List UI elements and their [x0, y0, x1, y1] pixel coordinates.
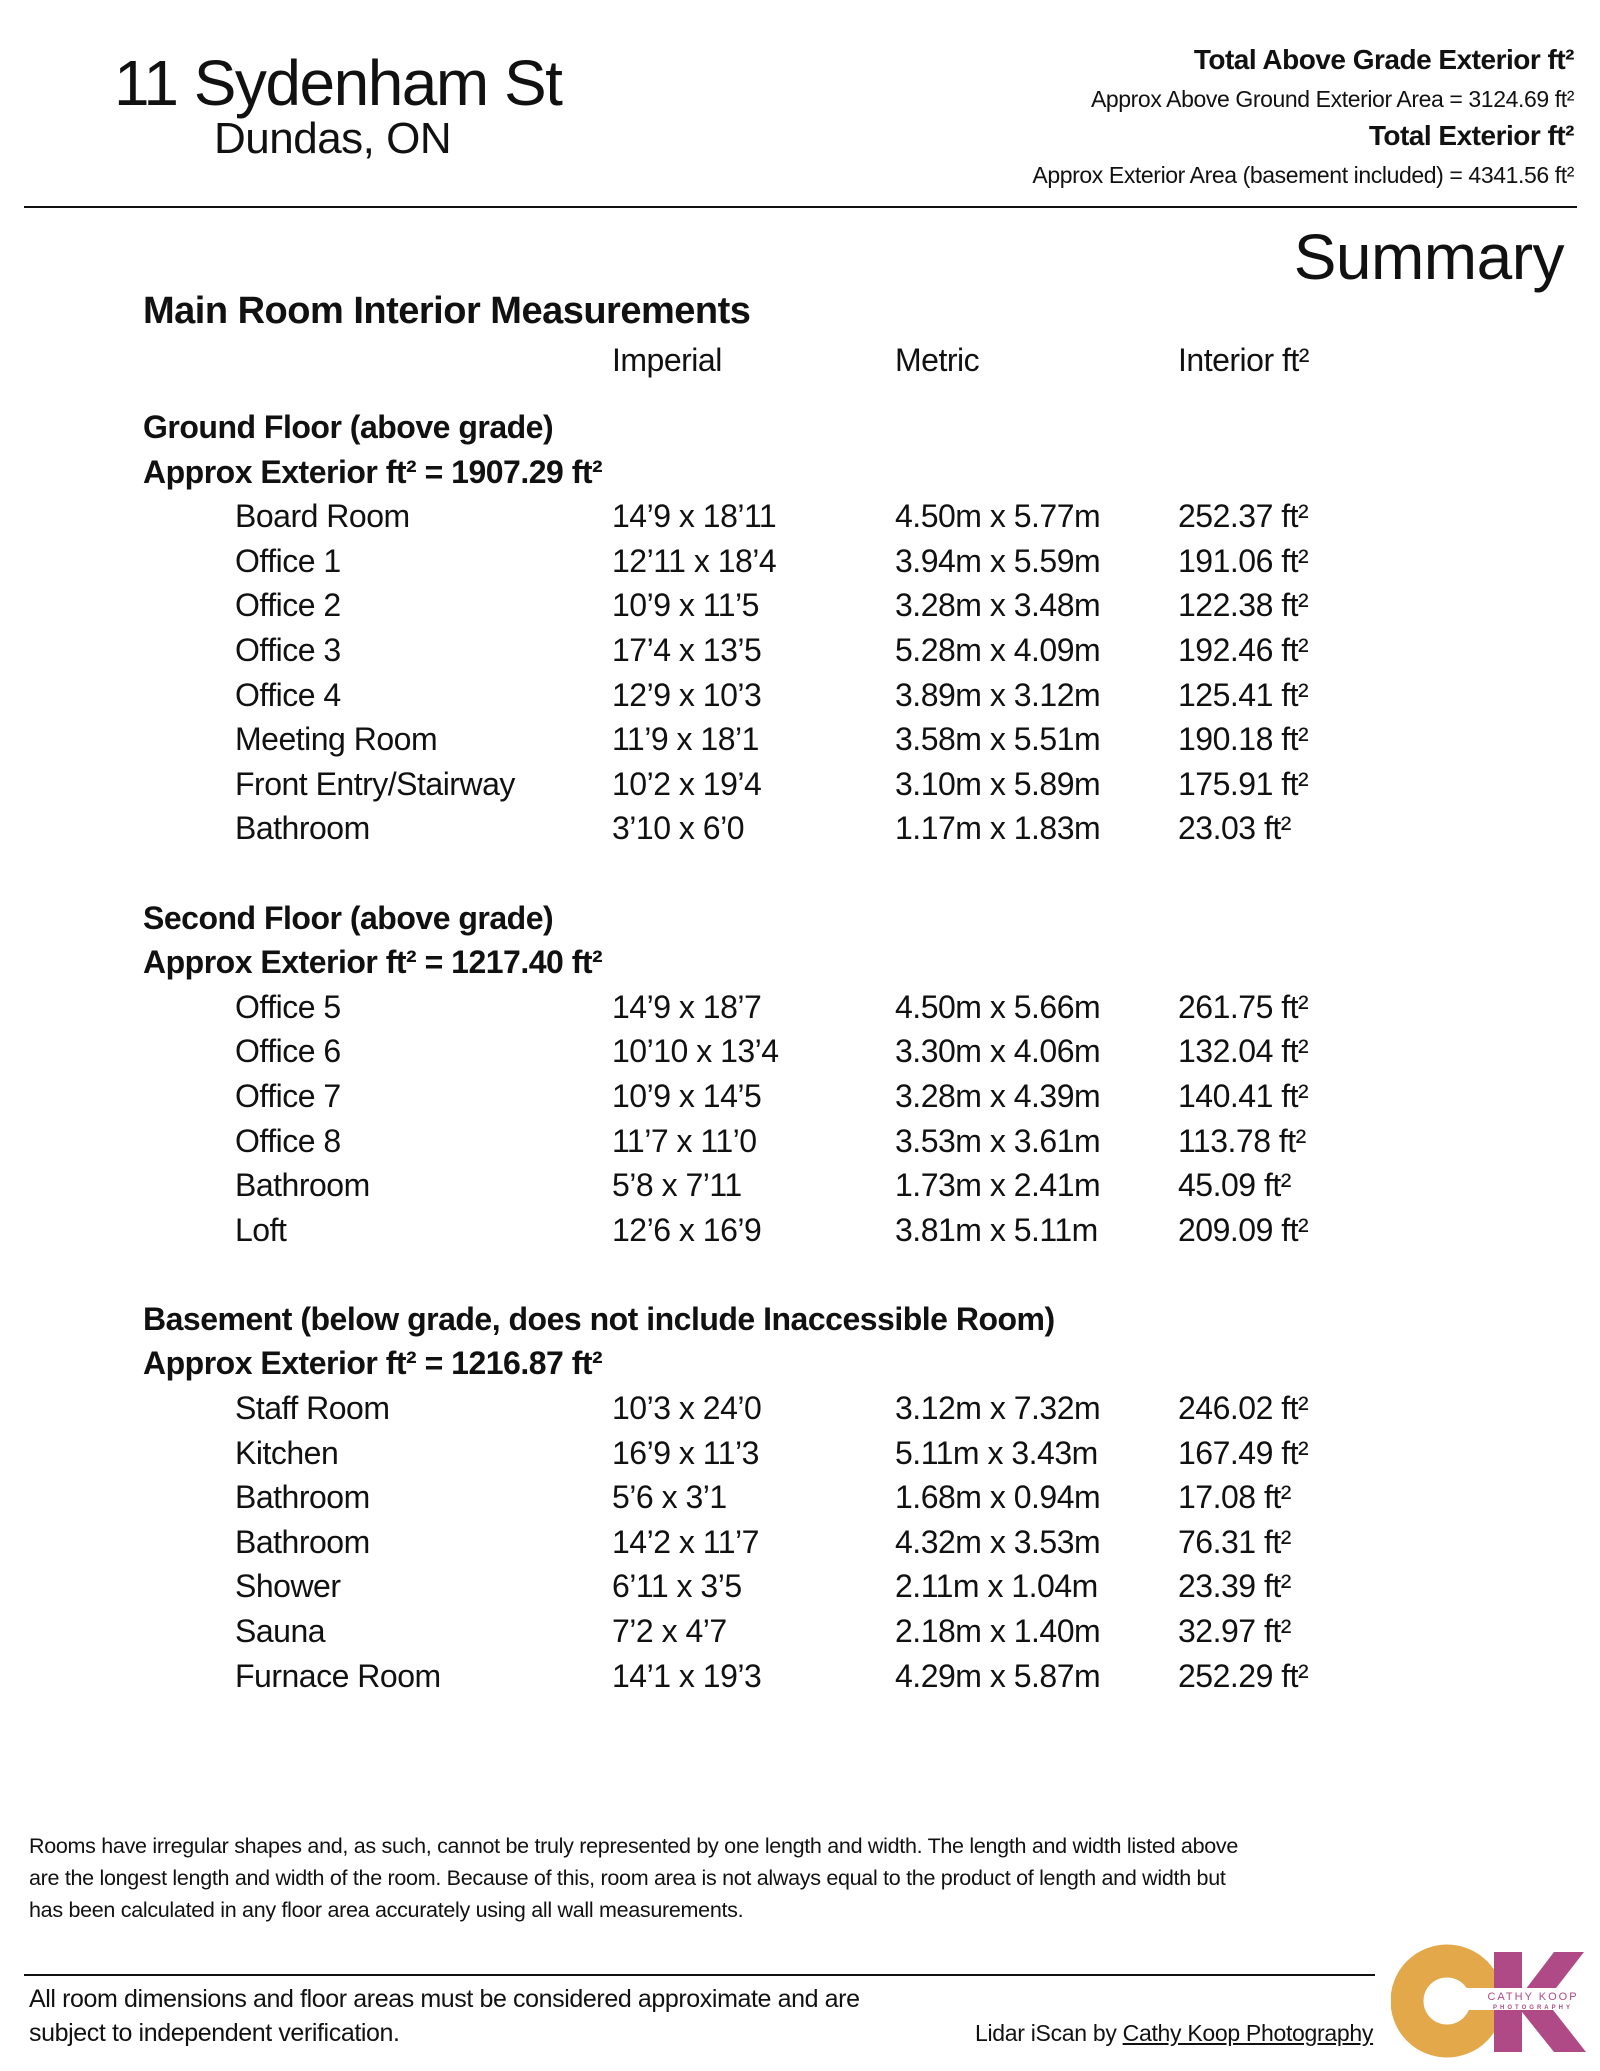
interior-area: 23.39 ft²: [1178, 1568, 1291, 1605]
spacer: [0, 851, 1600, 896]
imperial-size: 6’11 x 3’5: [612, 1568, 742, 1605]
logo-name: CATHY KOOP: [1487, 1991, 1579, 2003]
metric-size: 3.12m x 7.32m: [895, 1390, 1101, 1427]
section-title: Ground Floor (above grade): [143, 409, 554, 445]
table-row: [0, 494, 1600, 539]
table-row: [0, 1431, 1600, 1476]
room-name: Office 4: [235, 676, 341, 713]
metric-size: 3.89m x 3.12m: [895, 676, 1101, 713]
room-name: Shower: [235, 1568, 341, 1605]
metric-size: 3.28m x 3.48m: [895, 587, 1101, 624]
section-heading: Main Room Interior Measurements: [143, 290, 751, 332]
room-name: Bathroom: [235, 810, 370, 847]
section-exterior-row: [0, 450, 1600, 495]
cathy-koop-logo: [1391, 1944, 1591, 2059]
table-row: [0, 806, 1600, 851]
imperial-size: 16’9 x 11’3: [612, 1434, 759, 1471]
metric-size: 1.68m x 0.94m: [895, 1479, 1101, 1516]
metric-size: 4.32m x 3.53m: [895, 1523, 1101, 1560]
credit: [975, 2020, 1373, 2047]
room-name: Meeting Room: [235, 721, 438, 758]
address-street: 11 Sydenham St: [114, 47, 562, 119]
interior-area: 192.46 ft²: [1178, 631, 1309, 668]
interior-area: 113.78 ft²: [1178, 1122, 1306, 1159]
metric-size: 3.81m x 5.11m: [895, 1211, 1098, 1248]
table-row: [0, 762, 1600, 807]
table-row: [0, 1208, 1600, 1253]
column-header-imperial: Imperial: [612, 342, 722, 378]
above-grade-value: Approx Above Ground Exterior Area = 3124.69 ft²: [1090, 86, 1574, 112]
section-exterior-area: Approx Exterior ft² = 1217.40 ft²: [143, 944, 603, 981]
room-name: Sauna: [235, 1613, 326, 1650]
room-name: Bathroom: [235, 1167, 370, 1204]
table-row: [0, 628, 1600, 673]
metric-size: 3.10m x 5.89m: [895, 765, 1101, 802]
metric-size: 1.17m x 1.83m: [895, 810, 1101, 847]
section-exterior-row: [0, 1341, 1600, 1386]
footnote-line: has been calculated in any floor area accurately using all wall measurements.: [29, 1898, 744, 1922]
table-row: [0, 583, 1600, 628]
imperial-size: 5’6 x 3’1: [612, 1479, 727, 1516]
interior-area: 132.04 ft²: [1178, 1033, 1309, 1070]
room-name: Bathroom: [235, 1523, 370, 1560]
room-name: Kitchen: [235, 1434, 339, 1471]
section-title-row: [0, 896, 1600, 941]
interior-area: 190.18 ft²: [1178, 721, 1309, 758]
disclaimer-line: All room dimensions and floor areas must be considered approximate and are: [29, 1985, 860, 2013]
metric-size: 3.58m x 5.51m: [895, 721, 1101, 758]
interior-area: 23.03 ft²: [1178, 810, 1291, 847]
table-row: [0, 1119, 1600, 1164]
metric-size: 4.50m x 5.66m: [895, 988, 1101, 1025]
metric-size: 2.11m x 1.04m: [895, 1568, 1098, 1605]
metric-size: 3.94m x 5.59m: [895, 542, 1101, 579]
room-name: Loft: [235, 1211, 287, 1248]
total-exterior-value: Approx Exterior Area (basement included) = 4341.56 ft²: [1032, 162, 1574, 188]
footer-divider: [24, 1974, 1375, 1976]
room-name: Staff Room: [235, 1390, 390, 1427]
section-exterior-area: Approx Exterior ft² = 1907.29 ft²: [143, 453, 603, 490]
table-row: [0, 539, 1600, 584]
interior-area: 76.31 ft²: [1178, 1523, 1291, 1560]
logo-sub: PHOTOGRAPHY: [1493, 2005, 1573, 2011]
footnote-line: Rooms have irregular shapes and, as such, cannot be truly represented by one length and width. The length and width listed above: [29, 1834, 1238, 1858]
imperial-size: 10’10 x 13’4: [612, 1033, 779, 1070]
credit-prefix: Lidar iScan by: [975, 2020, 1123, 2046]
table-row: [0, 1654, 1600, 1699]
metric-size: 3.28m x 4.39m: [895, 1077, 1101, 1114]
metric-size: 1.73m x 2.41m: [895, 1167, 1101, 1204]
table-row: [0, 1475, 1600, 1520]
interior-area: 167.49 ft²: [1178, 1434, 1309, 1471]
summary-title: Summary: [1293, 221, 1564, 293]
imperial-size: 10’9 x 11’5: [612, 587, 759, 624]
imperial-size: 14’2 x 11’7: [612, 1523, 759, 1560]
imperial-size: 12’6 x 16’9: [612, 1211, 762, 1248]
metric-size: 4.29m x 5.87m: [895, 1657, 1101, 1694]
imperial-size: 3’10 x 6’0: [612, 810, 744, 847]
interior-area: 32.97 ft²: [1178, 1613, 1291, 1650]
section-exterior-row: [0, 940, 1600, 985]
table-row: [0, 673, 1600, 718]
table-row: [0, 1520, 1600, 1565]
table-row: [0, 1029, 1600, 1074]
room-name: Board Room: [235, 498, 410, 535]
table-row: [0, 1074, 1600, 1119]
room-name: Furnace Room: [235, 1657, 441, 1694]
metric-size: 4.50m x 5.77m: [895, 498, 1101, 535]
measurements-table: [0, 405, 1600, 1698]
interior-area: 246.02 ft²: [1178, 1390, 1309, 1427]
imperial-size: 14’9 x 18’7: [612, 988, 762, 1025]
room-name: Office 6: [235, 1033, 341, 1070]
interior-area: 125.41 ft²: [1178, 676, 1309, 713]
imperial-size: 17’4 x 13’5: [612, 631, 762, 668]
table-row: [0, 1386, 1600, 1431]
interior-area: 45.09 ft²: [1178, 1167, 1291, 1204]
room-name: Office 3: [235, 631, 341, 668]
interior-area: 191.06 ft²: [1178, 542, 1309, 579]
disclaimer-line: subject to independent verification.: [29, 2019, 400, 2047]
imperial-size: 7’2 x 4’7: [612, 1613, 727, 1650]
table-row: [0, 717, 1600, 762]
interior-area: 209.09 ft²: [1178, 1211, 1309, 1248]
header-divider: [24, 206, 1577, 208]
imperial-size: 12’9 x 10’3: [612, 676, 762, 713]
credit-link[interactable]: Cathy Koop Photography: [1122, 2020, 1374, 2046]
room-name: Office 7: [235, 1077, 341, 1114]
room-name: Office 5: [235, 988, 341, 1025]
table-row: [0, 1564, 1600, 1609]
interior-area: 252.37 ft²: [1178, 498, 1309, 535]
metric-size: 5.28m x 4.09m: [895, 631, 1101, 668]
interior-area: 140.41 ft²: [1178, 1077, 1309, 1114]
section-title-row: [0, 1297, 1600, 1342]
imperial-size: 11’9 x 18’1: [612, 721, 759, 758]
interior-area: 252.29 ft²: [1178, 1657, 1309, 1694]
interior-area: 175.91 ft²: [1178, 765, 1309, 802]
table-row: [0, 985, 1600, 1030]
column-header-interior: Interior ft²: [1178, 342, 1309, 378]
imperial-size: 14’9 x 18’11: [612, 498, 777, 535]
metric-size: 3.53m x 3.61m: [895, 1122, 1101, 1159]
table-row: [0, 1163, 1600, 1208]
above-grade-title: Total Above Grade Exterior ft²: [1193, 44, 1574, 75]
room-name: Office 1: [235, 542, 341, 579]
room-name: Bathroom: [235, 1479, 370, 1516]
imperial-size: 10’3 x 24’0: [612, 1390, 762, 1427]
metric-size: 3.30m x 4.06m: [895, 1033, 1101, 1070]
total-exterior-title: Total Exterior ft²: [1368, 120, 1574, 151]
column-header-metric: Metric: [895, 342, 980, 378]
metric-size: 2.18m x 1.40m: [895, 1613, 1101, 1650]
metric-size: 5.11m x 3.43m: [895, 1434, 1098, 1471]
table-row: [0, 1609, 1600, 1654]
section-title: Second Floor (above grade): [143, 899, 554, 936]
address-city: Dundas, ON: [214, 114, 452, 163]
section-title-row: [0, 405, 1600, 450]
imperial-size: 10’2 x 19’4: [612, 765, 762, 802]
footnote-line: are the longest length and width of the room. Because of this, room area is not always equal to the product of length and width but: [29, 1866, 1226, 1890]
imperial-size: 14’1 x 19’3: [612, 1657, 762, 1694]
section-title: Basement (below grade, does not include Inaccessible Room): [143, 1300, 1055, 1337]
room-name: Office 2: [235, 587, 341, 624]
section-exterior-area: Approx Exterior ft² = 1216.87 ft²: [143, 1345, 603, 1382]
room-name: Office 8: [235, 1122, 341, 1159]
imperial-size: 10’9 x 14’5: [612, 1077, 762, 1114]
imperial-size: 5’8 x 7’11: [612, 1167, 742, 1204]
interior-area: 261.75 ft²: [1178, 988, 1309, 1025]
interior-area: 122.38 ft²: [1178, 587, 1309, 624]
imperial-size: 12’11 x 18’4: [612, 542, 777, 579]
imperial-size: 11’7 x 11’0: [612, 1122, 757, 1159]
interior-area: 17.08 ft²: [1178, 1479, 1291, 1516]
spacer: [0, 1252, 1600, 1297]
room-name: Front Entry/Stairway: [235, 765, 515, 802]
